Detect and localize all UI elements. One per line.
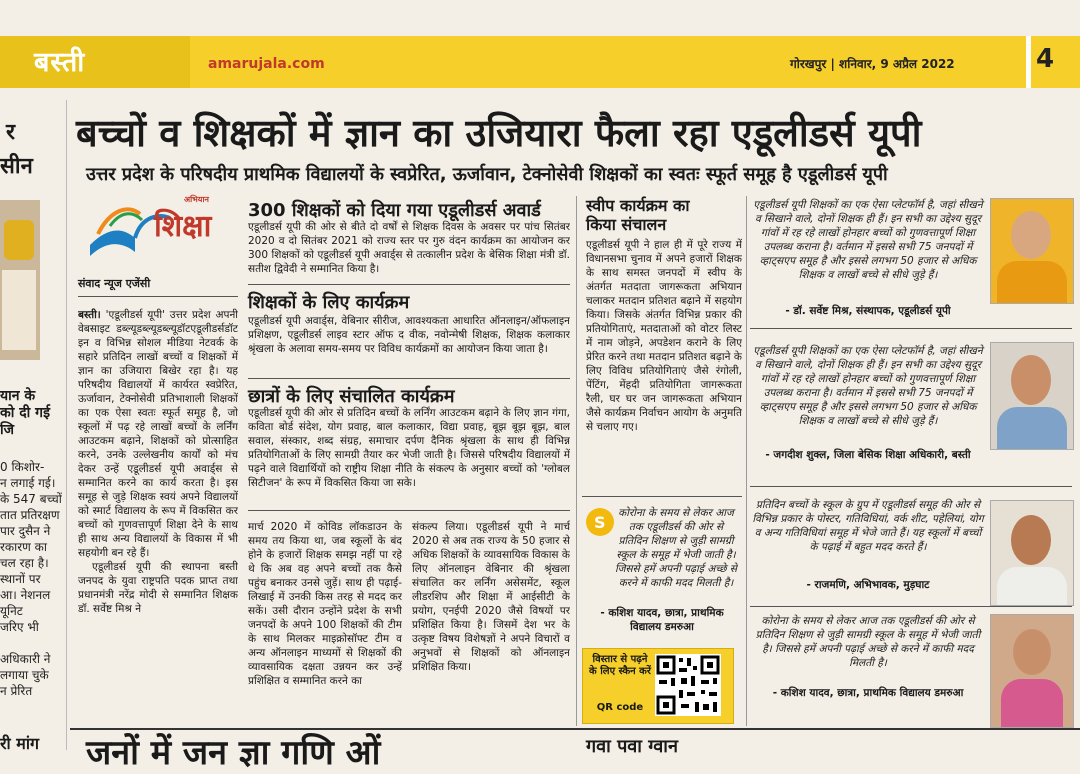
logo-main-text: शिक्षा: [154, 209, 212, 244]
sveep-title: स्वीप कार्यक्रम का किया संचालन: [586, 196, 690, 234]
left-cut-photo: [0, 200, 40, 360]
quote-4-text: कोरोना के समय से लेकर आज तक एडूलीडर्स की ओर से प्रतिदिन शिक्षण से जुड़ी सामग्री स्कूल के समूह में भेजी जाती है। जिससे हमें अपनी पढ़ाई अच्छे से करने में काफी मदद मिलती है।: [755, 615, 981, 669]
section-rule: [750, 328, 1072, 329]
left-cut-heading: यान के को दी गई जि: [0, 388, 50, 438]
qr-text: विस्तार से पढ़ने के लिए स्कैन करें: [589, 654, 651, 677]
byline-rule: [78, 296, 238, 297]
page-number: 4: [1036, 44, 1055, 74]
quote-3-text: प्रतिदिन बच्चों के स्कूल के ग्रुप में एडूलीडर्स समूह की ओर से विभिन्न प्रकार के पोस्टर, गतिविधियां, वर्क शीट, पहेलियां, योग व अन्य गतिविधियां समूह में भेजे जाते हैं। यह स्कूलों में बच्चों के पढ़ाई में बहुत मदद करते हैं।: [752, 499, 984, 553]
quote-icon: S: [586, 508, 614, 536]
callout-quote: कोरोना के समय से लेकर आज तक एडूलीडर्स की ओर से प्रतिदिन शिक्षण से जुड़ी सामग्री स्कूल के समूह में भेजी जाती है। जिससे हमें अपनी पढ़ाई अच्छे से करने में काफी मदद मिलती है।: [615, 507, 737, 589]
left-cut-line: रकारण का: [0, 540, 47, 554]
students-title: छात्रों के लिए संचालित कार्यक्रम: [248, 386, 455, 407]
section-rule: [248, 378, 570, 379]
quote-1-text: एडूलीडर्स यूपी शिक्षकों का एक ऐसा प्लेटफॉर्म है, जहां सीखने व सिखाने वाले, दोनों शिक्षक ही हैं। इन सभी का उद्देश्य सुदूर गांवों में रह रहे लाखों होनहार बच्चों को गुणवत्तापूर्ण शिक्षा उपलब्ध कराना है। वर्तमान में इससे सभी 75 जनपदों में व्हाट्सएप समूह है और इससे लगभग 50 हजार से अधिक शिक्षक व लाखों बच्चे से सीधे जुड़े हैं।: [753, 199, 983, 281]
shiksha-logo: [80, 190, 240, 260]
bottom-cut-right: गवा पवा ग्वान: [586, 736, 678, 757]
photo-jagdish-shukla: [990, 342, 1074, 450]
col1-paragraph-1: 'एडूलीडर्स यूपी' उत्तर प्रदेश अपनी वेबसाइट डब्ल्यूडब्ल्यूडब्ल्यूडॉटएडूलीडर्सडॉट इन व विभिन्न सोशल मीडिया नेटवर्क के सहारे प्रतिदिन लाखों बच्चों व शिक्षकों में ज्ञान का उजियारा बिखेर रहा है। यह परिषदीय विद्यालयों में कार्यरत स्वप्रेरित, ऊर्जावान, टेक्नोसेवी प्रतिभाशाली शिक्षकों का एक ऐसा स्वतः स्फूर्त समूह है, जो स्कूलों में पढ़ रहे लाखों बच्चों के लर्निंग आउटकम बढ़ाने, शिक्षकों को प्रोत्साहित करने, उनके उल्लेखनीय कार्यों को मंच देकर उन्हें एडूलीडर्स यूपी अवार्ड्स से सम्मानित करने का कार्य करता है। इस समूह से जुड़े शिक्षक स्वयं अपने विद्यालयों को स्मार्ट विद्यालय के रूप में विकसित कर बच्चों को गुणवत्तापूर्ण शिक्षा देने के साथ ही साथ अन्य विद्यालयों के विकास में भी सहयोगी बन रहे हैं।: [78, 309, 238, 559]
left-cut-line: तात प्रतिरक्षण: [0, 508, 60, 522]
left-cut-line: के 547 बच्चों: [0, 492, 62, 506]
section-rule: [248, 510, 570, 511]
column-divider: [66, 100, 67, 750]
city-name: बस्ती: [34, 47, 86, 78]
section-rule: [248, 284, 570, 285]
column-1-body: [78, 308, 238, 722]
city-box: [0, 36, 190, 88]
byline: संवाद न्यूज एजेंसी: [78, 277, 151, 290]
photo-kashish-yadav: [990, 614, 1074, 728]
left-cut-bottom: री मांग: [0, 734, 39, 753]
section-rule: [582, 496, 742, 497]
award-title: 300 शिक्षकों को दिया गया एडूलीडर्स अवार्ड: [248, 200, 541, 221]
col1-paragraph-2: एडूलीडर्स यूपी की स्थापना बस्ती जनपद के युवा राष्ट्रपति पदक प्राप्त तथा प्रधानमंत्री नरेंद्र मोदी से सम्मानित शिक्षक डॉ. सर्वेष्ट मिश्र ने: [78, 561, 238, 615]
quote-4-attribution: - कशिश यादव, छात्रा, प्राथमिक विद्यालय डमरुआ: [772, 687, 964, 699]
left-cut-line: 0 किशोर-: [0, 460, 45, 474]
left-cut-line: अधिकारी ने: [0, 652, 51, 666]
dateline: गोरखपुर | शनिवार, 9 अप्रैल 2022: [790, 57, 955, 71]
left-cut-line: लगाया चुके: [0, 668, 49, 682]
sveep-text: एडूलीडर्स यूपी ने हाल ही में पूरे राज्य में विधानसभा चुनाव में अपने हजारों शिक्षक के साथ समस्त जनपदों में स्वीप के अंतर्गत मतदाता जागरूकता अभियान चलाकर मतदान प्रतिशत बढ़ाने में सहयोग किया। जिसके अंतर्गत विभिन्न प्रकार की प्रतियोगिताएं, मतदाताओं को वोटर लिस्ट में नाम जोड़ने, अपडेशन कराने के लिए प्रेरित करने तथा मतदान प्रतिशत बढ़ाने के लिए विविध प्रतियोगिताएं जैसे रंगोली, पेंटिंग, मेंहदी प्रतियोगिता जागरूकता रैली, घर घर जन जागरूकता अभियान जैसे कार्यक्रम निर्वाचन आयोग के अनुमति से चलाए गए।: [586, 239, 742, 433]
teachers-text: एडूलीडर्स यूपी अवार्ड्स, वेबिनार सीरीज, आवश्यकता आधारित ऑनलाइन/ऑफलाइन प्रशिक्षण, एडूलीडर्स लाइव स्टार ऑफ द वीक, नवोन्मेषी शिक्षक, शिक्षक कलाकार श्रृंखला के अलावा समय-समय पर विविध कार्यक्रमों का आयोजन किया जाता है।: [248, 315, 570, 355]
column-divider: [576, 196, 577, 726]
left-cut-line: स्थानों पर: [0, 572, 41, 586]
quote-2-text: एडूलीडर्स यूपी शिक्षकों का एक ऐसा प्लेटफॉर्म है, जहां सीखने व सिखाने वाले, दोनों शिक्षक ही हैं। इन सभी का उद्देश्य सुदूर गांवों में रह रहे लाखों होनहार बच्चों को गुणवत्तापूर्ण शिक्षा उपलब्ध कराना है। वर्तमान में इससे सभी 75 जनपदों में व्हाट्सएप समूह है और इससे लगभग 50 हजार से अधिक शिक्षक व लाखों बच्चे से सीधे जुड़े हैं।: [753, 345, 983, 427]
logo-small-text: अभियान: [184, 195, 209, 204]
left-cut-line: पार दुसैन ने: [0, 524, 51, 538]
subheadline: उत्तर प्रदेश के परिषदीय प्राथमिक विद्यालयों के स्वप्रेरित, ऊर्जावान, टेक्नोसेवी शिक्षकों का स्वतः स्फूर्त समूह है एडूलीडर्स यूपी: [86, 164, 888, 185]
qr-code-icon[interactable]: [655, 654, 721, 716]
section-rule: [750, 486, 1072, 487]
left-cut-text-1: र: [6, 120, 15, 145]
quote-2-attribution: - जगदीश शुक्ल, जिला बेसिक शिक्षा अधिकारी, बस्ती: [765, 449, 971, 461]
award-text: एडूलीडर्स यूपी की ओर से बीते दो वर्षों से शिक्षक दिवस के अवसर पर पांच सितंबर 2020 व दो सितंबर 2021 को राज्य स्तर पर गुरु वंदन कार्यक्रम का आयोजन कर 300 शिक्षकों को एडूलीडर्स यूपी अवार्ड्स से तत्कालीन प्रदेश के बेसिक शिक्षा मंत्री डॉ. सतीश द्विवेदी ने सम्मानित किया है।: [248, 221, 570, 275]
left-cut-line: न प्रेरित: [0, 684, 33, 698]
left-cut-line: यूनिट: [0, 604, 23, 618]
photo-rajmani: [990, 500, 1074, 606]
quote-3-attribution: - राजमणि, अभिभावक, मुड़घाट: [806, 579, 930, 591]
left-cut-line: जरिए भी: [0, 620, 39, 634]
left-cut-lines: [0, 460, 62, 700]
left-cut-line: चल रहा है।: [0, 556, 49, 570]
photo-sarvesht-mishra: [990, 198, 1074, 304]
headline: बच्चों व शिक्षकों में ज्ञान का उजियारा फैला रहा एडूलीडर्स यूपी: [76, 111, 922, 155]
left-cut-line: आ। नेशनल: [0, 588, 51, 602]
qr-label: QR code: [596, 702, 644, 713]
bottom-cut-headline: जनों में जन ज्ञा गणि ओं: [86, 733, 381, 773]
column-2-body: मार्च 2020 में कोविड लॉकडाउन के समय तय किया था, जब स्कूलों के बंद होने के हजारों शिक्षक समझ नहीं पा रहे थे कि अब वह अपने बच्चों तक कैसे पहुंच बनाकर उनसे जुड़ें। साथ ही पढ़ाई-लिखाई में उनकी किस तरह से मदद कर सकें। उसी दौरान उन्होंने प्रदेश के सभी जनपदों के अपने 100 शिक्षकों की टीम के साथ मिलकर माइक्रोसॉफ्ट टीम व अन्य ऑनलाइन माध्यमों से शिक्षकों की व्यावसायिक दक्षता उन्नयन कर उन्हें प्रशिक्षित व सम्मानित करने का: [248, 521, 402, 687]
callout-attribution: - कशिश यादव, छात्रा, प्राथमिक विद्यालय डमरुआ: [600, 607, 724, 633]
column-3-body: संकल्प लिया। एडूलीडर्स यूपी ने मार्च 2020 से अब तक राज्य के 50 हजार से अधिक शिक्षकों के व्यावसायिक विकास के लिए ऑनलाइन वेबिनार की श्रृंखला संचालित कर लर्निंग असेसमेंट, स्कूल लीडरशिप और शिक्षा में आईसीटी के प्रयोग, एनईपी 2020 जैसे विषयों पर प्रशिक्षित किया है। जिसमें देश भर के उत्कृष्ट विषय विशेषज्ञों ने अपने विचारों व अनुभवों से शिक्षकों को ऑनलाइन प्रशिक्षित किया।: [412, 521, 570, 673]
lead-dateline: बस्ती।: [78, 309, 101, 321]
left-cut-text-2: सीन: [0, 154, 33, 179]
brand-url[interactable]: amarujala.com: [208, 56, 325, 72]
teachers-title: शिक्षकों के लिए कार्यक्रम: [248, 292, 410, 313]
students-text: एडूलीडर्स यूपी की ओर से प्रतिदिन बच्चों के लर्निंग आउटकम बढ़ाने के लिए ज्ञान गंगा, कविता बोर्ड संदेश, योग प्रवाह, बाल कलाकार, विद्या प्रवाह, बूझ बूझ बूझ, बाल सवाल, संस्कार, शब्द संग्रह, समाचार दर्पण दैनिक श्रृंखला के साथ ही विभिन्न प्रतियोगिताओं के लिए सामग्री तैयार कर भेजी जाती है। जिससे परिषदीय विद्यालयों में पढ़ने वाले विद्यार्थियों को राष्ट्रीय शिक्षा नीति के संकल्प के अनुसार बच्चों को 'ग्लोबल सिटीजन' के रूप में विकसित किया जा सके।: [248, 407, 570, 489]
left-cut-line: [0, 636, 62, 652]
quote-1-attribution: - डॉ. सर्वेष्ट मिश्र, संस्थापक, एडूलीडर्स यूपी: [785, 305, 951, 317]
column-divider: [746, 196, 747, 726]
left-cut-line: न लगाई गई।: [0, 476, 56, 490]
section-rule: [750, 606, 1072, 607]
